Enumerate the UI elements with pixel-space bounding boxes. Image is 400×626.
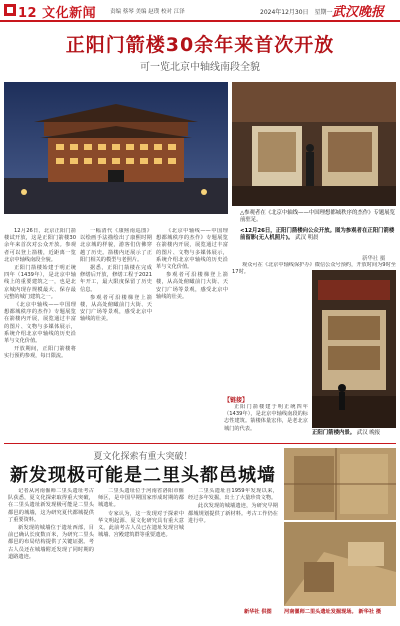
story2-column-1: 记者从河南偃师二里头遗址考古队获悉，夏文化探索取得重大突破，在二里头遗址新发现极可能是二里头都邑的城墙，这为研究夏代都城提供了重要资料。 新发现的城墙位于遗址西部，目前已确认长度数百米，为研究二里头都邑的布局结构提供了关键证据。考古人员还在城墙附近发现了同时期的道路遗迹。 — [8, 488, 94, 560]
story2-column-3: 二里头遗址自1959年发现以来，经过多年发掘，出土了大量珍贵文物。 此次发现的城墙遗迹，为研究早期都城规划提供了新材料。考古工作仍在进行中。 — [188, 488, 278, 524]
page-header — [0, 0, 400, 22]
exhibition-caption: △参观者在《北京中轴线——中国理想都城秩序的杰作》专题展览前驻足。 — [240, 210, 396, 223]
issue-date: 2024年12月30日 星期一 — [260, 9, 333, 16]
story1-subhead: 可一览北京中轴线南段全貌 — [140, 62, 260, 73]
story1-headline: 正阳门箭楼30余年来首次开放 — [65, 34, 335, 56]
photo-credit: 新华社 摄 — [362, 256, 386, 262]
tower-caption-credit: 武汉 明晨 — [295, 235, 319, 241]
section-mark-icon — [3, 3, 17, 17]
interior-caption: 正阳门箭楼内景。 武汉 晚报 — [312, 430, 381, 436]
story1-note: 观众可在《北京中轴线保护办》微信公众号预约，开放时间为9时至17时。 — [232, 262, 396, 276]
excavation-caption: 河南偃师二里头遗址发掘现场。 新华社 摄 — [284, 609, 382, 615]
exhibition-hall-photo — [232, 82, 396, 206]
story2-kicker: 夏文化探索有重大突破！ — [93, 452, 193, 462]
link-label: 【链接】 — [224, 397, 249, 404]
masthead-logo: 武汉晚报 — [332, 5, 385, 20]
story2-headline: 新发现极可能是二里头都邑城墙 — [10, 465, 276, 486]
story1-column-2: 一幅清代《康熙南巡图》以绘画手法描绘出了康熙时期北京城的样貌，游客们仿佛穿越了历史。箭楼内还展示了正阳门相关的模型与老照片。 据悉，正阳门箭楼在完成修缮后开放，修缮工程于2021年开工，最大限度保留了历史信息。 参观者可沿楼梯登上箭楼，从高处俯瞰前门大街、天安门广场等景观，感受北京中轴线的壮美。 — [80, 228, 152, 323]
excavation-photo-bottom — [284, 522, 396, 606]
excavation-photo-top — [284, 448, 396, 520]
story1-column-1: 12月26日，北京正阳门箭楼试开放，这是正阳门箭楼30余年来首次对公众开放。参观者可以登上箭楼，近距离一览北京中轴线南段全貌。 正阳门箭楼始建于明正统四年（1439年），是北京中轴线上的重要建筑之一，也是北京城内现存规模最大、保存最完整的城门建筑之一。 《北京中轴线——中国理想都城秩序的杰作》专题展览在箭楼内开展，展览通过丰富的图片、文物与多媒体展示，系统介绍北京中轴线的历史沿革与文化价值。 开放期间，正阳门箭楼将实行预约参观，每日限流。 — [4, 228, 76, 360]
tower-night-photo — [4, 82, 228, 214]
editor-credits: 责编 蔡琴 美编 赵璞 校对 江泽 — [110, 9, 185, 15]
story2-column-2: 二里头遗址位于河南省洛阳市偃师区，是中国早期国家形成时期的都城遗址。 专家认为，这一发现对于探索中华文明起源、夏文化研究具有重大意义。此前考古人员已在遗址发现宫城城墙、宫殿建筑群等重要遗迹。 — [98, 488, 184, 539]
story1-column-3: 《北京中轴线——中国理想都城秩序的杰作》专题展览在箭楼内开展，展览通过丰富的图片、文物与多媒体展示，系统介绍北京中轴线的历史沿革与文化价值。 参观者可沿楼梯登上箭楼，从高处俯瞰前门大街、天安门广场等景观，感受北京中轴线的壮美。 — [156, 228, 228, 300]
section-title: 12 文化新闻 — [18, 6, 97, 21]
tower-caption: <12月26日，正阳门箭楼向公众开放。图为参观者在正阳门箭楼前留影(无人机照片)。 武汉 明晨 — [240, 228, 395, 241]
story-divider — [4, 443, 396, 444]
story1-link-text: 正阳门箭楼建于明正统四年（1439年），是北京中轴线南段的标志性建筑。箭楼体量宏伟，是老北京城门的代表。 — [224, 404, 308, 432]
tower-interior-photo — [312, 270, 396, 428]
story2-credit-left: 新华社 供图 — [244, 609, 272, 615]
